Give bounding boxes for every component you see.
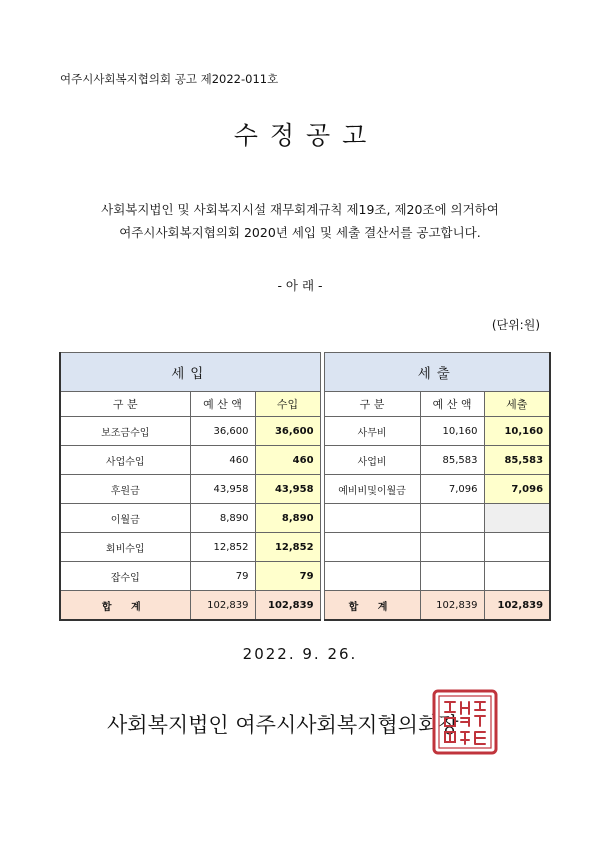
table-row	[60, 475, 550, 504]
income-category-cell: 보조금수입	[60, 417, 190, 446]
column-header-row	[60, 392, 550, 417]
table-row	[60, 504, 550, 533]
expense-total-budget: 102,839	[420, 591, 484, 621]
ahrae-heading: - 아 래 -	[277, 278, 323, 293]
income-budget-cell: 79	[190, 562, 255, 591]
unit-label: (단위:원)	[491, 318, 540, 332]
expense-budget-cell: 85,583	[420, 446, 484, 475]
income-actual-cell: 8,890	[255, 504, 320, 533]
expense-actual-cell	[484, 533, 550, 562]
income-category-cell: 회비수입	[60, 533, 190, 562]
expense-actual-cell: 7,096	[484, 475, 550, 504]
income-category-header: 구 분	[60, 392, 190, 417]
expense-category-cell: 사업비	[324, 446, 420, 475]
expense-section-header: 세출	[324, 353, 550, 392]
table-row	[60, 562, 550, 591]
body-line-1: 사회복지법인 및 사회복지시설 재무회계규칙 제19조, 제20조에 의거하여	[101, 202, 499, 217]
total-row	[60, 591, 550, 621]
expense-budget-cell: 10,160	[420, 417, 484, 446]
expense-category-header: 구 분	[324, 392, 420, 417]
settlement-table	[59, 352, 551, 621]
income-total-actual: 102,839	[255, 591, 320, 621]
income-total-budget: 102,839	[190, 591, 255, 621]
income-actual-header: 수입	[255, 392, 320, 417]
table-row	[60, 417, 550, 446]
expense-total-actual: 102,839	[484, 591, 550, 621]
income-total-label: 합 계	[60, 591, 190, 621]
expense-actual-header: 세출	[484, 392, 550, 417]
expense-category-cell: 예비비및이월금	[324, 475, 420, 504]
expense-budget-cell	[420, 533, 484, 562]
expense-total-label: 합 계	[324, 591, 420, 621]
expense-actual-cell	[484, 562, 550, 591]
notice-body	[0, 198, 600, 244]
income-budget-cell: 12,852	[190, 533, 255, 562]
expense-category-cell: 사무비	[324, 417, 420, 446]
income-budget-cell: 8,890	[190, 504, 255, 533]
income-category-cell: 잡수입	[60, 562, 190, 591]
income-category-cell: 후원금	[60, 475, 190, 504]
body-line-2: 여주시사회복지협의회 2020년 세입 및 세출 결산서를 공고합니다.	[119, 225, 481, 240]
expense-category-cell	[324, 562, 420, 591]
expense-actual-cell	[484, 504, 550, 533]
income-actual-cell: 43,958	[255, 475, 320, 504]
notice-date: 2022. 9. 26.	[242, 645, 358, 663]
income-actual-cell: 12,852	[255, 533, 320, 562]
expense-actual-cell: 85,583	[484, 446, 550, 475]
income-budget-header: 예 산 액	[190, 392, 255, 417]
expense-budget-cell	[420, 504, 484, 533]
expense-budget-cell: 7,096	[420, 475, 484, 504]
expense-actual-cell: 10,160	[484, 417, 550, 446]
expense-category-cell	[324, 504, 420, 533]
income-actual-cell: 79	[255, 562, 320, 591]
income-actual-cell: 460	[255, 446, 320, 475]
expense-budget-header: 예 산 액	[420, 392, 484, 417]
expense-budget-cell	[420, 562, 484, 591]
table-row	[60, 533, 550, 562]
expense-category-cell	[324, 533, 420, 562]
notice-number: 여주시사회복지협의회 공고 제2022-011호	[60, 72, 279, 86]
official-seal-icon	[431, 688, 499, 756]
income-actual-cell: 36,600	[255, 417, 320, 446]
document-title: 수정공고	[233, 121, 379, 150]
income-category-cell: 이월금	[60, 504, 190, 533]
income-budget-cell: 36,600	[190, 417, 255, 446]
income-category-cell: 사업수입	[60, 446, 190, 475]
income-budget-cell: 460	[190, 446, 255, 475]
income-budget-cell: 43,958	[190, 475, 255, 504]
signer-name: 사회복지법인 여주시사회복지협의회장	[107, 713, 459, 737]
section-header-row	[60, 353, 550, 392]
income-section-header: 세입	[60, 353, 320, 392]
table-row	[60, 446, 550, 475]
